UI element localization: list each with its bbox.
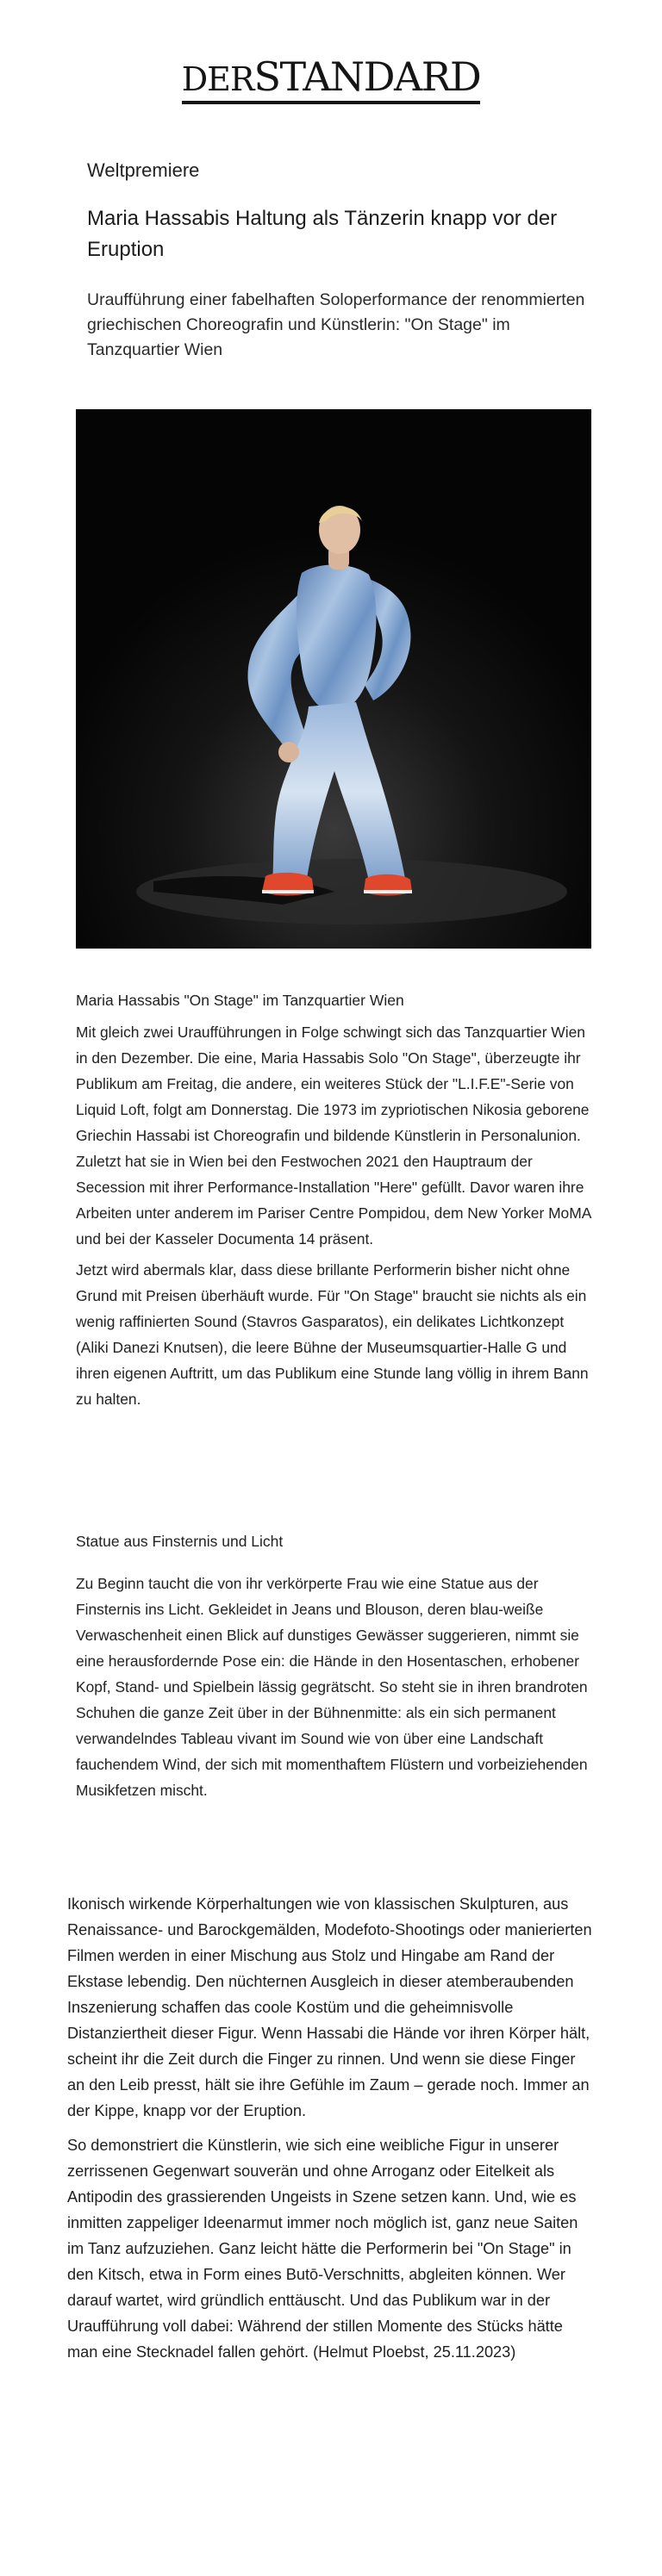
article-body-part2: [76, 1571, 593, 1803]
paragraph: Zu Beginn taucht die von ihr verkörperte Frau wie eine Statue aus der Finsternis ins Licht. Gekleidet in Jeans und Blouson, deren blau-weiße Verwaschenheit einen Blick auf dunstiges Gewässer suggerieren, nimmt sie eine herausfordernde Pose ein: die Hände in den Hosentaschen, erhobener Kopf, Stand- und Spielbein lässig gegrätscht. So steht sie in ihren brandroten Schuhen die ganze Zeit über in der Bühnenmitte: als ein sich permanent verwandelndes Tableau vivant im Sound wie von über eine Landschaft fauchendem Wind, der sich mit momenthaftem Flüstern und vorbeiziehenden Musikfetzen mischt.: [76, 1575, 588, 1799]
paragraph: So demonstriert die Künstlerin, wie sich eine weibliche Figur in unserer zerrissenen Gegenwart souverän und ohne Arroganz oder Eitelkeit als Antipodin des grassierenden Ungeists in Szene setzen kann. Und, wie es inmitten zappeliger Ideenarmut immer noch möglich ist, ganz neue Saiten im Tanz aufzuziehen. Ganz leicht hätte die Performerin bei "On Stage" in den Kitsch, etwa in Form eines Butō-Verschnitts, abgleiten können. Wer darauf wartet, wird gründlich enttäuscht. Und das Publikum war in der Uraufführung voll dabei: Während der stillen Momente des Stücks hätte man eine Stecknadel fallen gehört. (Helmut Ploebst, 25.11.2023): [67, 2137, 578, 2361]
article-photo: [76, 409, 591, 949]
logo-main: STANDARD: [253, 53, 481, 100]
article-body-part1: [76, 1019, 593, 1417]
masthead: [0, 53, 662, 104]
article-lead: Uraufführung einer fabelhaften Soloperformance der renommierten griechischen Choreografin und Künstlerin: "On Stage" im Tanzquartier Wien: [87, 290, 585, 359]
paragraph: Mit gleich zwei Uraufführungen in Folge schwingt sich das Tanzquartier Wien in den Dezember. Die eine, Maria Hassabis Solo "On Stage", überzeugte ihr Publikum am Freitag, die andere, ein weiteres Stück der "L.I.F.E"-Serie von Liquid Loft, folgt am Donnerstag. Die 1973 im zypriotischen Nikosia geborene Griechin Hassabi ist Choreografin und bildende Künstlerin in Personalunion. Zuletzt hat sie in Wien bei den Festwochen 2021 den Hauptraum der Secession mit ihrer Performance-Installation "Here" gefüllt. Davor waren ihre Arbeiten unter anderem im Pariser Centre Pompidou, dem New Yorker MoMA und bei der Kasseler Documenta 14 präsent.: [76, 1024, 591, 1248]
article-body-part3: [67, 1891, 596, 2374]
article-kicker: Weltpremiere: [87, 159, 200, 181]
dancer-illustration: [76, 409, 591, 949]
image-caption: Maria Hassabis "On Stage" im Tanzquartier Wien: [76, 992, 404, 1009]
logo-prefix: DER: [181, 60, 254, 98]
article-headline: Maria Hassabis Haltung als Tänzerin knapp vor der Eruption: [87, 207, 558, 261]
paragraph: Jetzt wird abermals klar, dass diese brillante Performerin bisher nicht ohne Grund mit Preisen überhäuft wurde. Für "On Stage" braucht sie nichts als ein wenig raffinierten Sound (Stavros Gasparatos), ein delikates Lichtkonzept (Aliki Danezi Knutsen), die leere Bühne der Museumsquartier-Halle G und ihren eigenen Auftritt, um das Publikum eine Stunde lang völlig in ihrem Bann zu halten.: [76, 1261, 589, 1408]
article-subheading: Statue aus Finsternis und Licht: [76, 1533, 284, 1550]
site-logo[interactable]: [181, 53, 481, 104]
paragraph: Ikonisch wirkende Körperhaltungen wie von klassischen Skulpturen, aus Renaissance- und Barockgemälden, Modefoto-Shootings oder manierierten Filmen werden in einer Mischung aus Stolz und Hingabe am Rand der Ekstase lebendig. Den nüchternen Ausgleich in dieser atemberaubenden Inszenierung schaffen das coole Kostüm und die geheimnisvolle Distanziertheit dieser Figur. Wenn Hassabi die Hände vor ihren Körper hält, scheint ihr die Zeit durch die Finger zu rinnen. Und wenn sie diese Finger an den Leib presst, hält sie ihre Gefühle im Zaum – gerade noch. Immer an der Kippe, knapp vor der Eruption.: [67, 1895, 592, 2119]
